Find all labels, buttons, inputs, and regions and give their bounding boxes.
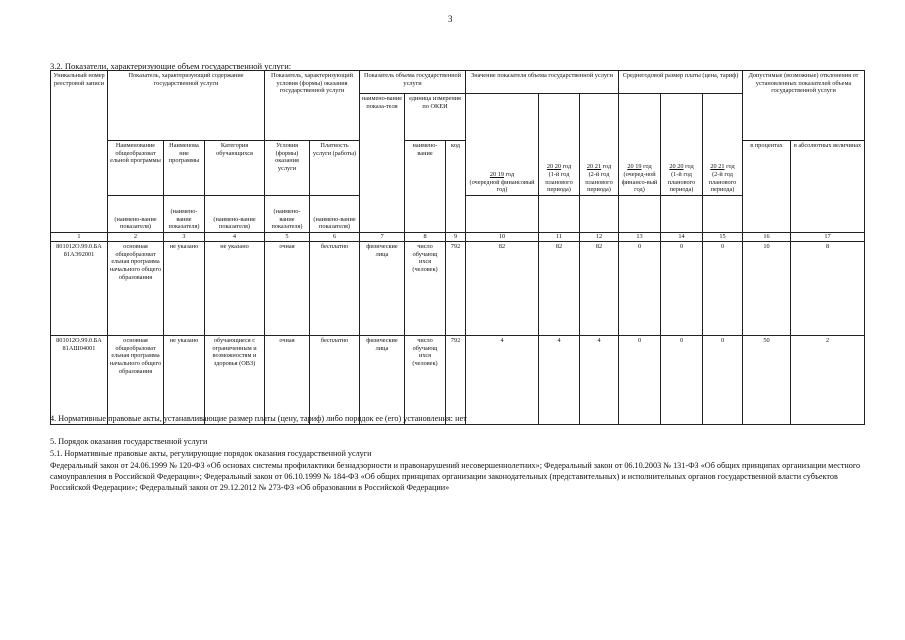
- header-service-form: Условия (формы) оказания услуги: [265, 141, 310, 196]
- column-number: 15: [703, 233, 743, 242]
- row-indicator: физические лица: [360, 336, 405, 425]
- header-year-3: 20 21 год (2-й год планового периода): [580, 94, 619, 196]
- header-program: Наименование общеобразоват ельной программы: [108, 141, 164, 196]
- header-indicator-name: наимено-вание показа-теля: [360, 94, 405, 233]
- table-row: [51, 336, 865, 425]
- table-row: [51, 242, 865, 336]
- column-number: 9: [446, 233, 466, 242]
- row-deviation-percent: 50: [743, 336, 791, 425]
- header-average-price: Среднегодовой размер платы (цена, тариф): [619, 71, 743, 94]
- column-number: 16: [743, 233, 791, 242]
- column-number: 5: [265, 233, 310, 242]
- header-price-year-3: 20 21 год (2-й год планового периода): [703, 94, 743, 196]
- column-number: 14: [661, 233, 703, 242]
- row-value-year-3: 4: [580, 336, 619, 425]
- header-student-category: Категория обучающихся: [205, 141, 265, 196]
- header-deviation-absolute: в абсолютных величинах: [791, 141, 865, 233]
- column-number: 6: [310, 233, 360, 242]
- row-price-year-2: 0: [661, 336, 703, 425]
- row-value-year-2: 82: [539, 242, 580, 336]
- row-program-name: не указано: [164, 242, 205, 336]
- header-note: (наимено-вание показателя): [310, 196, 360, 233]
- row-category: не указано: [205, 242, 265, 336]
- header-empty-cell: [539, 196, 580, 233]
- paragraph-5-1-regulations: 5.1. Нормативные правовые акты, регулирующие порядок оказания государственной услуги: [50, 449, 372, 458]
- row-deviation-absolute: 8: [791, 242, 865, 336]
- column-number: 1: [51, 233, 108, 242]
- header-year-2: 20 20 год (1-й год планового периода): [539, 94, 580, 196]
- header-volume-values: Значение показателя объема государственной услуги: [466, 71, 619, 94]
- header-volume-indicator: Показатель объема государственной услуги: [360, 71, 466, 94]
- row-indicator: физические лица: [360, 242, 405, 336]
- header-content-indicator: Показатель, характеризующий содержание государственной услуги: [108, 71, 265, 141]
- row-price-year-1: 0: [619, 336, 661, 425]
- section-title: 3.2. Показатели, характеризующие объем государственной услуги:: [50, 61, 292, 71]
- row-unit: число обучающ ихся (человек): [405, 242, 446, 336]
- paragraph-5-service-procedure: 5. Порядок оказания государственной услуги: [50, 437, 208, 446]
- header-price-year-2: 20 20 год (1-й год планового периода): [661, 94, 703, 196]
- header-unit-name: наимено-вание: [405, 141, 446, 233]
- row-program-name: не указано: [164, 336, 205, 425]
- header-program-name: Наименова ние программы: [164, 141, 205, 196]
- header-unit-code: код: [446, 141, 466, 233]
- row-program: основная общеобразоват ельная программа начального общего образования: [108, 336, 164, 425]
- header-empty-cell: [661, 196, 703, 233]
- row-unit: число обучающ ихся (человек): [405, 336, 446, 425]
- column-number: 12: [580, 233, 619, 242]
- row-price-year-2: 0: [661, 242, 703, 336]
- row-value-year-1: 4: [466, 336, 539, 425]
- row-form: очная: [265, 336, 310, 425]
- row-category: обучающиеся с ограниченным и возможностям и здоровья (ОВЗ): [205, 336, 265, 425]
- header-note: (наимено-вание показателя): [205, 196, 265, 233]
- row-value-year-3: 82: [580, 242, 619, 336]
- column-number: 17: [791, 233, 865, 242]
- header-year-1: 20 19 год (очередной финансовый год): [466, 94, 539, 196]
- row-price-year-3: 0: [703, 336, 743, 425]
- header-deviation-percent: в процентах: [743, 141, 791, 233]
- column-number: 7: [360, 233, 405, 242]
- row-payment: бесплатно: [310, 242, 360, 336]
- header-price-year-1: 20 19 год (очеред-ной финансо-вый год): [619, 94, 661, 196]
- row-deviation-percent: 10: [743, 242, 791, 336]
- row-value-year-1: 82: [466, 242, 539, 336]
- row-price-year-3: 0: [703, 242, 743, 336]
- column-numbers-row: [51, 233, 865, 242]
- page-number: 3: [448, 14, 453, 24]
- header-payment: Платность услуги (работы): [310, 141, 360, 196]
- header-empty-cell: [619, 196, 661, 233]
- column-number: 3: [164, 233, 205, 242]
- column-number: 11: [539, 233, 580, 242]
- header-empty-cell: [580, 196, 619, 233]
- row-code: 792: [446, 336, 466, 425]
- column-number: 4: [205, 233, 265, 242]
- row-deviation-absolute: 2: [791, 336, 865, 425]
- row-price-year-1: 0: [619, 242, 661, 336]
- header-allowed-deviations: Допустимые (возможные) отклонения от установленных показателей объема государственной услуги: [743, 71, 865, 141]
- federal-laws-list: Федеральный закон от 24.06.1999 № 120-ФЗ «Об основах системы профилактики безнадзорности и правонарушений несовершеннолетних»; Федеральный закон от 06.10.2003 № 131-ФЗ «Об общих принципах организации местного самоуправления в Российской Федерации»; Федеральный закон от 06.10.1999 № 184-ФЗ «Об общих принципах организации законодательных (представительных) и исполнительных органов государственной власти субъектов Российской Федерации»; Федеральный закон от 29.12.2012 № 273-ФЗ «Об образовании в Российской Федерации»: [50, 461, 861, 492]
- header-note: (наимено-вание показателя): [108, 196, 164, 233]
- row-code: 792: [446, 242, 466, 336]
- row-payment: бесплатно: [310, 336, 360, 425]
- header-note: (наимено-вание показателя): [164, 196, 205, 233]
- paragraph-4-payment-acts: 4. Нормативные правовые акты, устанавливающие размер платы (цену, тариф) либо порядок ее (его) установления: нет: [50, 414, 467, 423]
- column-number: 8: [405, 233, 446, 242]
- column-number: 10: [466, 233, 539, 242]
- row-form: очная: [265, 242, 310, 336]
- header-unit-okei: единица измерения по ОКЕИ: [405, 94, 466, 141]
- row-program: основная общеобразоват ельная программа начального общего образования: [108, 242, 164, 336]
- volume-indicators-table: [50, 70, 865, 425]
- row-registry-id: 801012О.99.0.БА 81АШ04001: [51, 336, 108, 425]
- header-note: (наимено-вание показателя): [265, 196, 310, 233]
- header-conditions-indicator: Показатель, характеризующий условия (формы) оказания государственной услуги: [265, 71, 360, 141]
- row-value-year-2: 4: [539, 336, 580, 425]
- column-number: 2: [108, 233, 164, 242]
- header-empty-cell: [466, 196, 539, 233]
- column-number: 13: [619, 233, 661, 242]
- header-empty-cell: [703, 196, 743, 233]
- header-unique-number: Уникальный номер реестровой записи: [51, 71, 108, 233]
- row-registry-id: 801012О.99.0.БА 81АЭ92001: [51, 242, 108, 336]
